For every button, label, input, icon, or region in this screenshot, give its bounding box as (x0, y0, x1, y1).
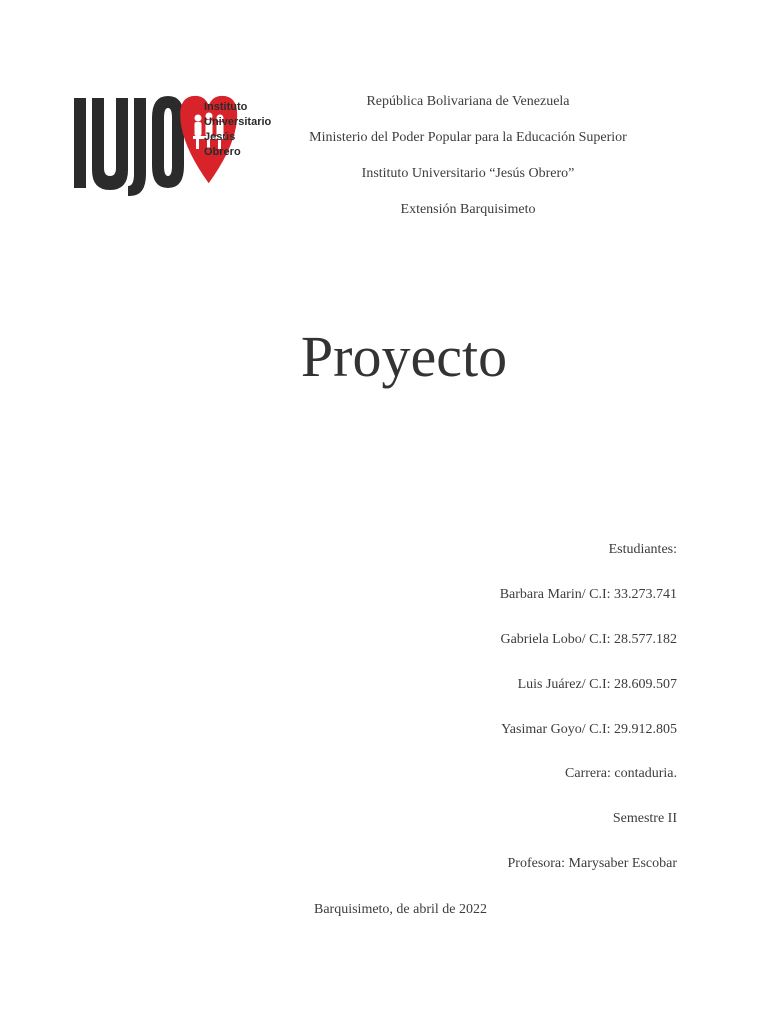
semester-line: Semestre II (612, 811, 677, 826)
career-line: Carrera: contaduria. (565, 766, 677, 781)
logo-text-line: Jesús (204, 131, 236, 143)
student-entry: Barbara Marin/ C.I: 33.273.741 (499, 587, 677, 602)
logo-text-line: Universitario (204, 116, 272, 128)
students-label: Estudiantes: (608, 542, 677, 557)
place-date: Barquisimeto, de abril de 2022 (314, 902, 488, 917)
logo-text-line: Obrero (204, 146, 241, 158)
iujo-logo (72, 88, 272, 206)
professor-line: Profesora: Marysaber Escobar (507, 856, 677, 871)
header-ministry: Ministerio del Poder Popular para la Educación Superior (309, 130, 627, 145)
student-entry: Yasimar Goyo/ C.I: 29.912.805 (501, 722, 677, 737)
student-entry: Gabriela Lobo/ C.I: 28.577.182 (500, 632, 677, 647)
document-title: Proyecto (300, 324, 508, 389)
header-extension: Extensión Barquisimeto (400, 202, 536, 217)
header-institute: Instituto Universitario “Jesús Obrero” (361, 166, 575, 181)
logo-text-line: Instituto (204, 101, 248, 113)
student-entry: Luis Juárez/ C.I: 28.609.507 (517, 677, 677, 692)
header-republic: República Bolivariana de Venezuela (366, 94, 570, 109)
